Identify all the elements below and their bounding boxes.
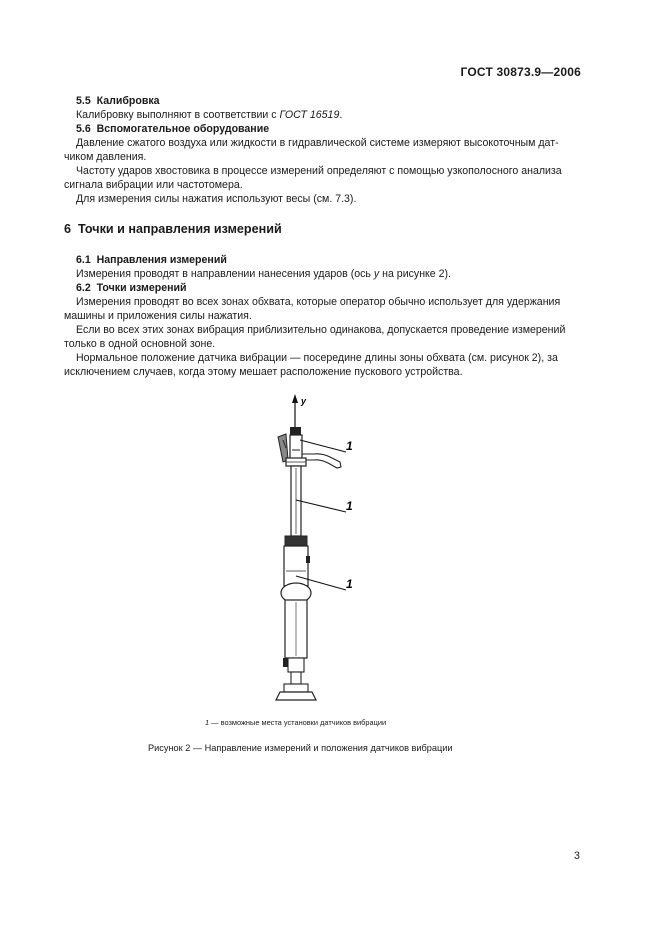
paragraph-6-2-2-line-1: Если во всех этих зонах вибрация приблизительно одинакова, допускается проведение измерений bbox=[76, 324, 566, 336]
paragraph-5-5-end: . bbox=[339, 109, 343, 121]
callout-1-body: 1 bbox=[346, 577, 353, 591]
callout-1-head: 1 bbox=[346, 439, 353, 453]
heading-5-5-num: 5.5 bbox=[76, 95, 91, 107]
heading-5-5 bbox=[76, 94, 582, 108]
heading-5-5-title: Калибровка bbox=[96, 95, 160, 107]
paragraph-5-5-text: Калибровку выполняют в соответствии с bbox=[76, 109, 280, 121]
paragraph-6-2-1-line-2: машины и приложения силы нажатия. bbox=[64, 310, 252, 322]
section-6-num: 6 bbox=[64, 222, 72, 236]
lower-sleeve bbox=[288, 658, 304, 672]
figure-caption: Рисунок 2 — Направление измерений и положения датчиков вибрации bbox=[148, 743, 453, 753]
paragraph-5-6-2-line-1: Частоту ударов хвостовика в процессе измерений определяют с помощью узкополосного анализа bbox=[76, 165, 562, 177]
heading-6-2-title: Точки измерений bbox=[96, 282, 187, 294]
axis-y-arrow bbox=[292, 394, 298, 428]
foot-block bbox=[284, 684, 308, 692]
figure-legend bbox=[205, 718, 386, 727]
figure-2-drill-drawing bbox=[240, 390, 390, 710]
axis-y-ref: y bbox=[373, 268, 380, 280]
paragraph-6-1-b: на рисунке 2). bbox=[379, 268, 452, 280]
paragraph-6-1 bbox=[76, 267, 582, 281]
heading-6-2-num: 6.2 bbox=[76, 282, 91, 294]
page-number: 3 bbox=[574, 850, 580, 862]
heading-5-6-num: 5.6 bbox=[76, 123, 91, 135]
section-6-title: Точки и направления измерений bbox=[78, 222, 282, 236]
paragraph-6-2-3-line-1: Нормальное положение датчика вибрации — посередине длины зоны обхвата (см. рисунок 2), за bbox=[76, 352, 558, 364]
heading-5-6-title: Вспомогательное оборудование bbox=[96, 123, 270, 135]
paragraph-5-6-1-line-1: Давление сжатого воздуха или жидкости в гидравлической системе измеряют высокоточным дат- bbox=[76, 137, 559, 149]
tube-coupling bbox=[285, 536, 307, 546]
heading-5-6 bbox=[76, 122, 582, 136]
legend-number: 1 bbox=[205, 718, 210, 727]
head-body bbox=[290, 435, 302, 460]
heading-6-2 bbox=[76, 281, 582, 295]
paragraph-6-1-a: Измерения проводят в направлении нанесения ударов (ось bbox=[76, 268, 374, 280]
document-header-standard: ГОСТ 30873.9—2006 bbox=[460, 65, 581, 79]
paragraph-5-6-1-line-2: чиком давления. bbox=[64, 151, 147, 163]
section-6-heading bbox=[64, 222, 282, 236]
legend-text: — возможные места установки датчиков вибрации bbox=[209, 718, 387, 727]
paragraph-5-6-3: Для измерения силы нажатия используют весы (см. 7.3). bbox=[76, 193, 357, 205]
paragraph-6-2-2-line-2: только в одной основной зоне. bbox=[64, 338, 216, 350]
foot-plate bbox=[276, 692, 316, 700]
paragraph-5-6-2-line-2: сигнала вибрации или частотомера. bbox=[64, 179, 243, 191]
paragraph-6-2-1-line-1: Измерения проводят во всех зонах обхвата, которые оператор обычно использует для удержания bbox=[76, 296, 561, 308]
callout-1-shank: 1 bbox=[346, 499, 353, 513]
paragraph-6-2-3-line-2: исключением случаев, когда этому мешает расположение пускового устройства. bbox=[64, 366, 463, 378]
top-cap bbox=[290, 427, 301, 435]
ref-gost-16519: ГОСТ 16519 bbox=[279, 109, 340, 121]
paragraph-5-5 bbox=[76, 108, 582, 122]
upper-tube bbox=[284, 546, 308, 586]
heading-6-1 bbox=[76, 253, 582, 267]
heading-6-1-num: 6.1 bbox=[76, 254, 91, 266]
axis-y-label: y bbox=[301, 396, 307, 406]
heading-6-1-title: Направления измерений bbox=[96, 254, 227, 266]
foot-neck bbox=[291, 672, 301, 684]
side-handle bbox=[302, 454, 341, 468]
